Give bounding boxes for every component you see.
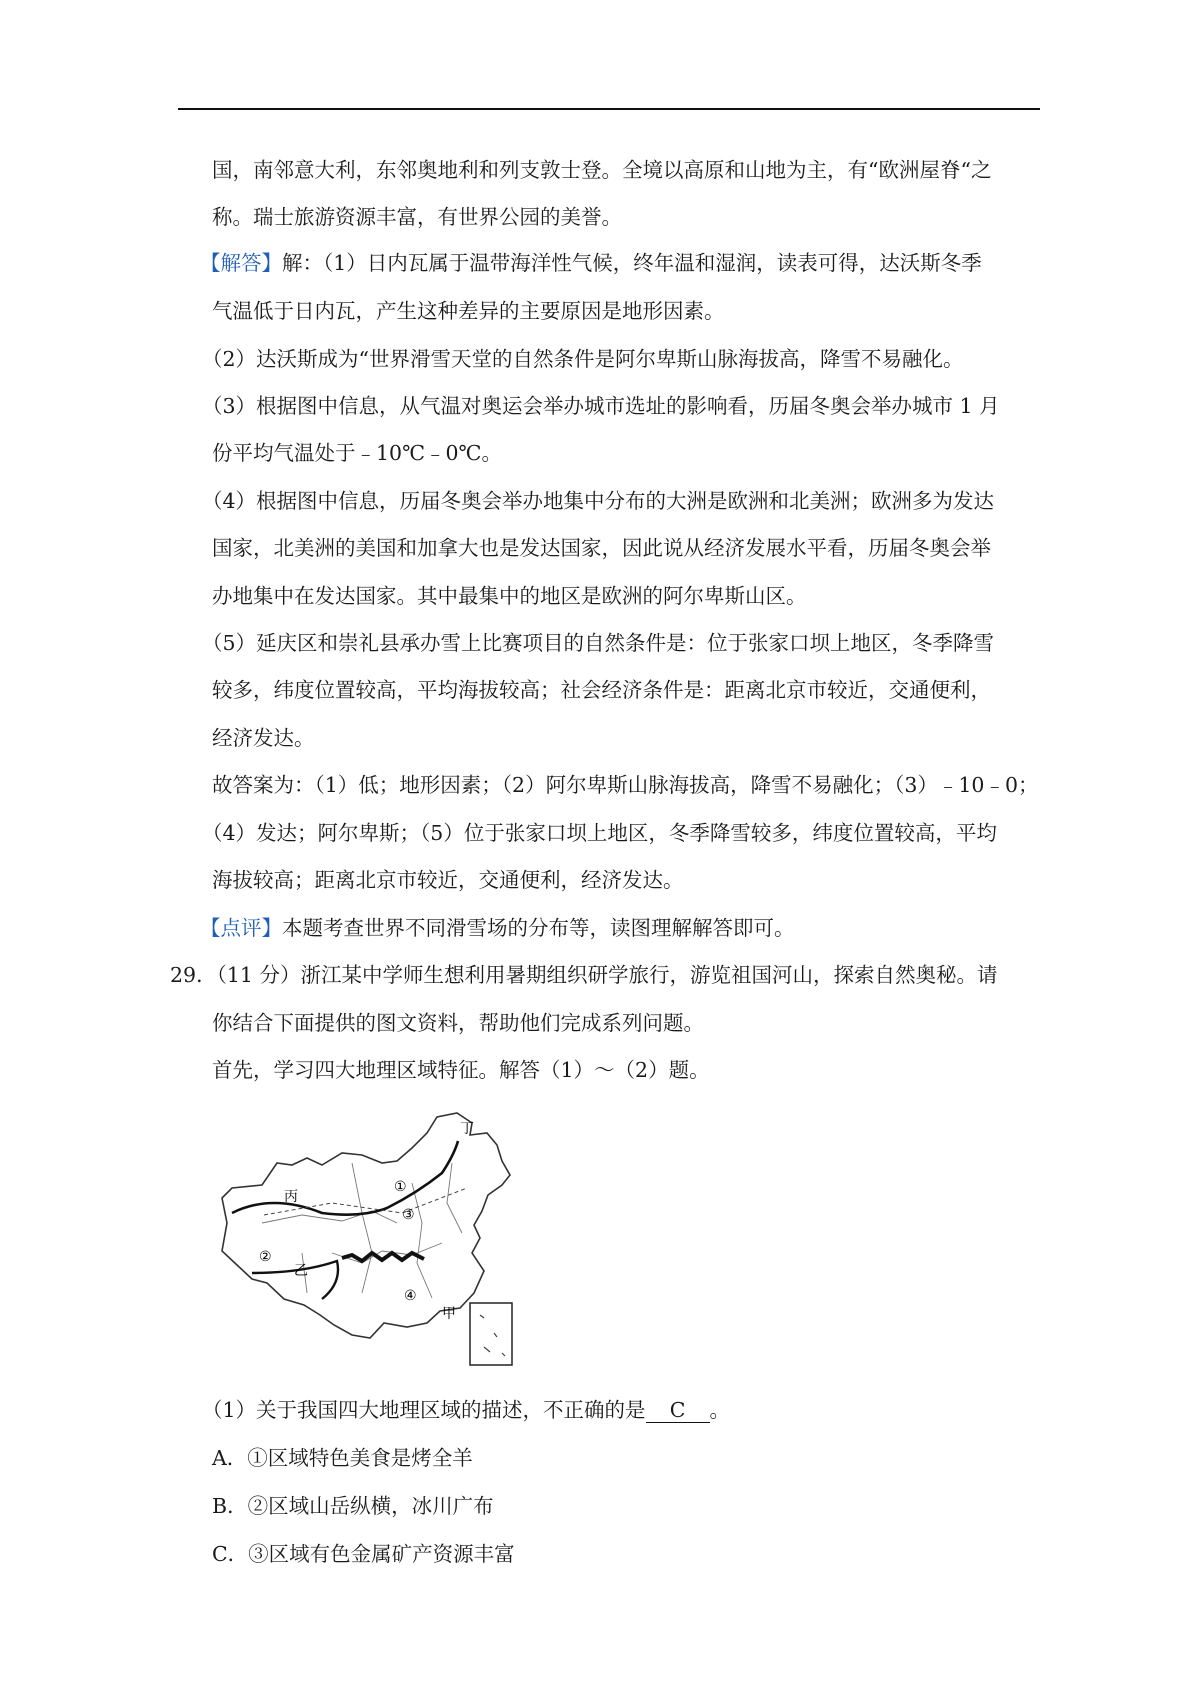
text-line: （4）发达；阿尔卑斯；（5）位于张家口坝上地区，冬季降雪较多，纬度位置较高，平均 — [202, 821, 997, 845]
comment-paragraph — [200, 913, 795, 943]
text-line: （1）关于我国四大地理区域的描述，不正确的是 — [202, 1398, 646, 1422]
map-label-bing: 丙 — [284, 1189, 298, 1205]
text-line: 首先，学习四大地理区域特征。解答（1）～（2）题。 — [212, 1058, 710, 1082]
answer-paragraph — [200, 248, 982, 278]
text-line: 国家，北美洲的美国和加拿大也是发达国家，因此说从经济发展水平看，历届冬奥会举 — [212, 536, 991, 560]
map-label-region-1: ① — [394, 1179, 407, 1195]
text-line: 解：（1）日内瓦属于温带海洋性气候，终年温和湿润，读表可得，达沃斯冬季 — [282, 251, 982, 275]
text-line: （11 分）浙江某中学师生想利用暑期组织研学旅行，游览祖国河山，探索自然奥秘。请 — [216, 963, 998, 987]
text-line: 海拔较高；距离北京市较近，交通便利，经济发达。 — [212, 868, 684, 892]
map-label-jia: 甲 — [442, 1306, 456, 1322]
text-line: 国，南邻意大利，东邻奥地利和列支敦士登。全境以高原和山地为主，有“欧洲屋脊“之 — [212, 158, 992, 182]
option-b: B．②区域山岳纵横，冰川广布 — [212, 1494, 494, 1518]
map-label-region-4: ④ — [404, 1288, 417, 1304]
text-line: 故答案为：（1）低；地形因素；（2）阿尔卑斯山脉海拔高，降雪不易融化；（3）﹣10﹣0； — [212, 773, 1039, 797]
question-29 — [170, 960, 997, 990]
text-line: 你结合下面提供的图文资料，帮助他们完成系列问题。 — [212, 1011, 704, 1035]
region-boundary-qinling — [342, 1253, 424, 1261]
map-label-region-2: ② — [259, 1249, 272, 1265]
option-c: C．③区域有色金属矿产资源丰富 — [212, 1542, 515, 1566]
south-china-sea-inset — [470, 1303, 512, 1365]
text-line: （3）根据图中信息，从气温对奥运会举办城市选址的影响看，历届冬奥会举办城市 1 月 — [202, 394, 1000, 418]
inset-islands — [480, 1315, 505, 1356]
text-line: 。 — [709, 1398, 731, 1422]
region-boundary-north — [232, 1141, 458, 1215]
map-label-region-3: ③ — [402, 1207, 415, 1223]
header-rule — [178, 108, 1040, 110]
province-lines — [262, 1163, 462, 1298]
map-label-ding: 丁 — [460, 1121, 474, 1137]
text-line: 经济发达。 — [212, 726, 315, 750]
answer-blank: C — [646, 1398, 710, 1423]
text-line: （5）延庆区和崇礼县承办雪上比赛项目的自然条件是：位于张家口坝上地区，冬季降雪 — [202, 631, 995, 655]
option-a: A．①区域特色美食是烤全羊 — [212, 1446, 473, 1470]
china-map-figure — [212, 1103, 542, 1373]
text-line: 较多，纬度位置较高，平均海拔较高；社会经济条件是：距离北京市较近，交通便利， — [212, 678, 991, 702]
text-line: 气温低于日内瓦，产生这种差异的主要原因是地形因素。 — [212, 299, 725, 323]
text-line: 本题考查世界不同滑雪场的分布等，读图理解解答即可。 — [282, 916, 795, 940]
sub-question-1 — [202, 1395, 730, 1425]
comment-tag: 【点评】 — [200, 916, 282, 940]
text-line: 称。瑞士旅游资源丰富，有世界公园的美誉。 — [212, 205, 622, 229]
text-line: 份平均气温处于﹣10℃﹣0℃。 — [212, 441, 502, 465]
map-label-yi: 乙 — [294, 1263, 308, 1279]
question-number: 29． — [170, 963, 217, 987]
text-line: （4）根据图中信息，历届冬奥会举办地集中分布的大洲是欧洲和北美洲；欧洲多为发达 — [202, 489, 995, 513]
text-line: （2）达沃斯成为“世界滑雪天堂的自然条件是阿尔卑斯山脉海拔高，降雪不易融化。 — [202, 347, 964, 371]
answer-tag: 【解答】 — [200, 251, 282, 275]
text-line: 办地集中在发达国家。其中最集中的地区是欧洲的阿尔卑斯山区。 — [212, 584, 807, 608]
map-outline — [222, 1113, 510, 1338]
